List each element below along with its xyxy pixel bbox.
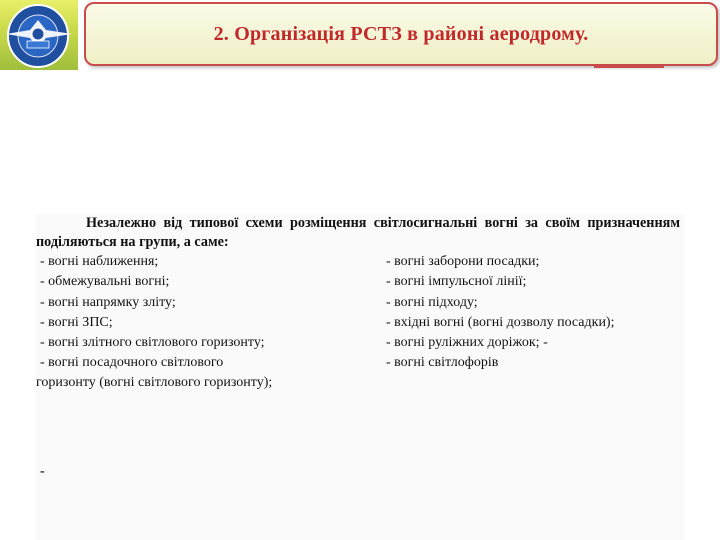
title-underline-accent [594, 66, 664, 68]
intro-paragraph: Незалежно від типової схеми розміщення світлосигнальні вогні за своїм призначенням поділяються на групи, а саме: [36, 215, 680, 250]
list-item: - вогні імпульсної лінії; [386, 274, 527, 290]
logo-emblem-icon [0, 0, 78, 70]
content-block [36, 214, 684, 540]
list-item: - вогні руліжних доріжок; - [386, 335, 548, 351]
list-item: - вогні світлофорів [386, 355, 499, 371]
list-item: - вогні ЗПС; [40, 314, 113, 330]
list-item: - вогні напрямку зліту; [40, 294, 176, 310]
right-column [386, 252, 686, 374]
list-item-continuation: горизонту (вогні світлового горизонту); [36, 375, 273, 390]
list-item: - вогні заборони посадки; [386, 254, 540, 269]
left-column [40, 252, 380, 374]
title-banner [84, 2, 718, 66]
list-item: - вогні злітного світлового горизонту; [40, 335, 265, 351]
list-item: - обмежувальні вогні; [40, 274, 170, 290]
university-logo [0, 0, 78, 70]
list-item: - вогні підходу; [386, 294, 478, 310]
list-item: - вхідні вогні (вогні дозволу посадки); [386, 314, 615, 330]
list-item: - вогні посадочного світлового [40, 355, 224, 371]
page-title: 2. Організація РСТЗ в районі аеродрому. [213, 22, 589, 45]
list-item: - вогні наближення; [40, 254, 159, 269]
trailing-dash: - [40, 464, 45, 479]
